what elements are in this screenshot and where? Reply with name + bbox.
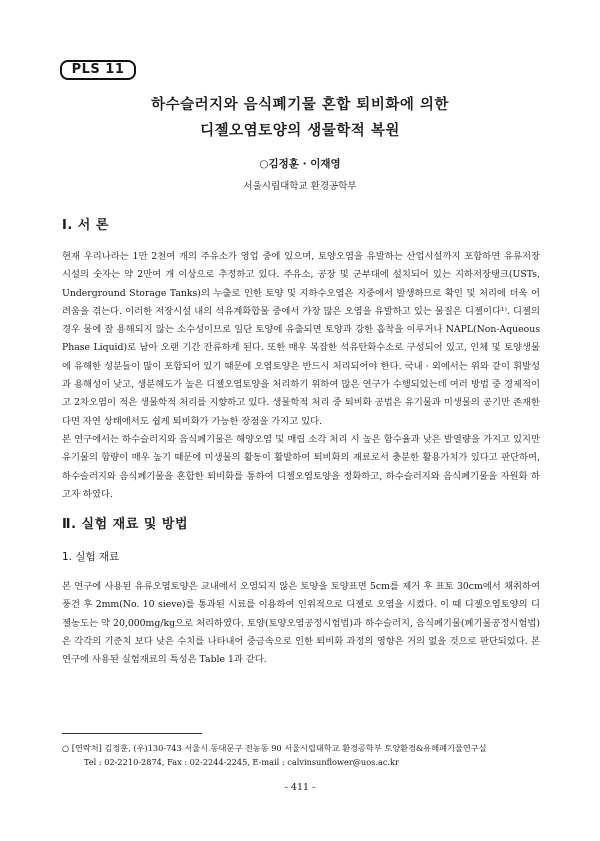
- session-badge: PLS 11: [60, 60, 136, 80]
- methods-paragraph-1: 본 연구에 사용된 유류오염토양은 교내에서 오염되지 않은 토양을 토양표면 5cm를 제거 후 표토 30cm에서 채취하여 풍건 후 2mm(No. 10 sieve)를 통과된 시료를 이용하여 인위적으로 디젤로 오염을 시켰다. 이 때 디젤오염토양의 디젤농도는 약 20,000mg/kg으로 처리하였다. 토양(토양오염공정시험법)과 하수슬러지, 음식폐기물(폐기물공정시험법)은 각각의 기준치 보다 낮은 수치를 나타내어 중금속으로 인한 퇴비화 과정의 영향은 거의 없을 것으로 판단되었다. 본 연구에 사용된 실험재료의 특성은 Table 1과 같다.: [62, 581, 540, 666]
- section-heading-introduction: Ⅰ. 서 론: [62, 218, 109, 233]
- affiliation: 서울시립대학교 환경공학부: [243, 181, 357, 192]
- intro-paragraph-1: 현재 우리나라는 1만 2천여 개의 주유소가 영업 중에 있으며, 토양오염을 유발하는 산업시설까지 포함하면 유류저장 시설의 숫자는 약 2만여 개 이상으로 추정하고 있다. 주유소, 공장 및 군부대에 설치되어 있는 지하저장탱크(USTs, Underground Storage Tanks)의 누출로 인한 토양 및 지하수오염은 지중에서 발생하므로 확인 및 처리에 더욱 어려움을 겪는다. 이러한 저장시설 내의 석유계화합물 중에서 가장 많은 오염을 유발하고 있는 물질은 디젤이다¹⁾. 디젤의 경우 물에 잘 용해되지 않는 소수성이므로 일단 토양에 유출되면 토양과 강한 흡착을 이루거나 NAPL(Non-Aqueous Phase Liquid)로 남아 오랜 기간 잔류하게 된다. 또한 매우 복잡한 석유탄화수소로 구성되어 있고, 인체 및 토양생물에 유해한 성분들이 많이 포함되어 있기 때문에 오염토양은 반드시 처리되어야 한다. 국내 · 외에서는 위와 같이 휘발성과 용해성이 낮고, 생분해도가 높은 디젤오염토양을 처리하기 위하여 많은 연구가 수행되었는데 여러 방법 중 경제적이고 2차오염이 적은 생물학적 처리를 지향하고 있다. 생물학적 처리 중 퇴비화 공법은 유기물과 미생물의 공기만 존재한다면 자연 상태에서도 쉽게 퇴비화가 가능한 장점을 가지고 있다.: [62, 251, 540, 427]
- subsection-heading-materials: 1. 실험 재료: [62, 551, 120, 563]
- paper-title-line2: 디젤오염토양의 생물학적 복원: [200, 123, 400, 139]
- page-number: - 411 -: [284, 782, 316, 793]
- authors: ○김정훈 · 이재영: [259, 158, 341, 170]
- footnote: [62, 741, 542, 769]
- paper-title-line1: 하수슬러지와 음식폐기물 혼합 퇴비화에 의한: [151, 97, 449, 113]
- section-heading-methods: Ⅱ. 실험 재료 및 방법: [62, 517, 189, 532]
- footnote-phone-email: Tel : 02-2210-2874, Fax : 02-2244-2245, E-mail : calvinsunflower@uos.ac.kr: [84, 757, 399, 767]
- footnote-divider: [62, 733, 202, 734]
- intro-paragraph-2: 본 연구에서는 하수슬러지와 음식폐기물은 해양오염 및 매립 소각 처리 시 높은 함수율과 낮은 발열량을 가지고 있지만 유기물의 함량이 매우 높기 때문에 미생물의 활동이 활발하여 퇴비화의 재료로서 충분한 활용가치가 있다고 판단하여, 하수슬러지와 음식폐기물을 혼합한 퇴비화를 통하여 디젤오염토양을 정화하고, 하수슬러지와 음식폐기물을 자원화 하고자 하였다.: [62, 434, 540, 500]
- footnote-contact: ○ [연락처] 김정훈, (우)130-743 서울시 동대문구 전농동 90 서울시립대학교 환경공학부 토양환경&유해폐기물연구실: [62, 743, 487, 753]
